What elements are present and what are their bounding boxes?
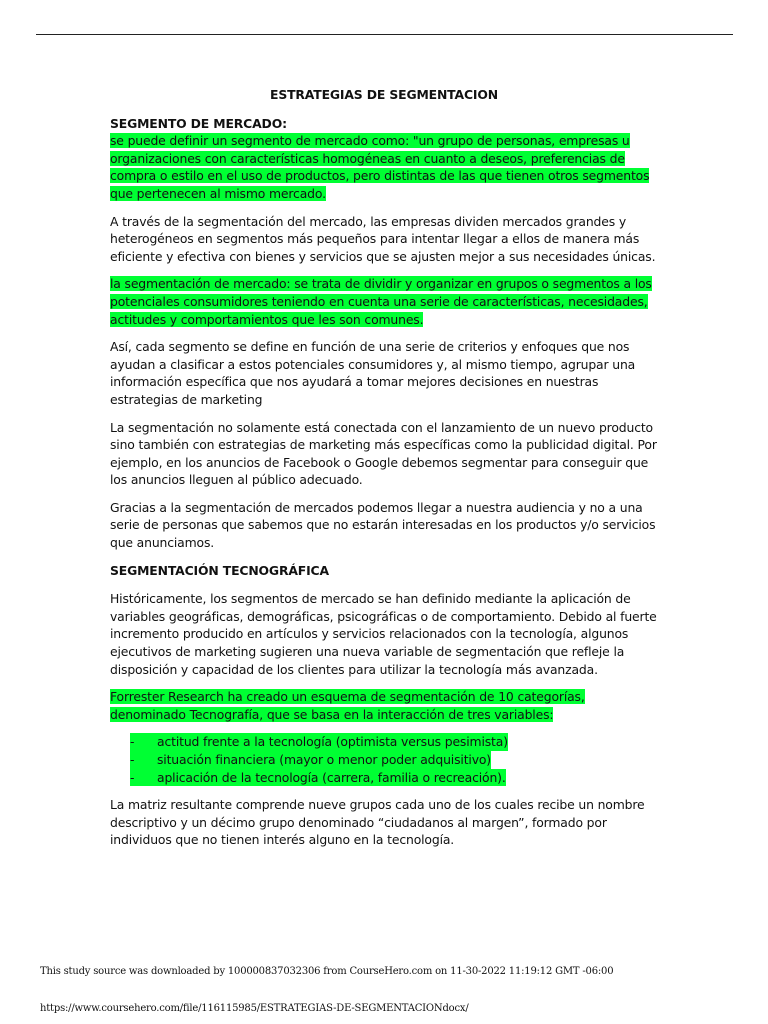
segmento-definition-highlight: se puede definir un segmento de mercado como: "un grupo de personas, empresas u organizaciones con características homogéneas en cuanto a deseos, preferencias de compra o estilo en el uso de productos, pero distintas de las que tienen otros segmentos que pertenecen al mismo mercado.	[110, 133, 650, 201]
paragraph-audiencia: Gracias a la segmentación de mercados podemos llegar a nuestra audiencia y no a una serie de personas que sabemos que no estarán interesadas en los productos y/o servicios que anunciamos.	[110, 499, 656, 551]
document-title: ESTRATEGIAS DE SEGMENTACION	[270, 87, 498, 102]
paragraph-historicamente: Históricamente, los segmentos de mercado se han definido mediante la aplicación de variables geográficas, demográficas, psicográficas o de comportamiento. Debido al fuerte incremento producido en artículos y servicios relacionados con la tecnología, algunos ejecutivos de marketing sugieren una nueva variable de segmentación que refleje la disposición y capacidad de los clientes para utilizar la tecnología más avanzada.	[110, 591, 657, 677]
tecnografia-variables-list	[130, 733, 658, 786]
segmento-heading: SEGMENTO DE MERCADO:	[110, 115, 287, 131]
download-source-notice: This study source was downloaded by 100000837032306 from CourseHero.com on 11-30-2022 11:19:12 GMT -06:00	[40, 966, 614, 977]
paragraph-publicidad-digital: La segmentación no solamente está conectada con el lanzamiento de un nuevo producto sino también con estrategias de marketing más específicas como la publicidad digital. Por ejemplo, en los anuncios de Facebook o Google debemos segmentar para conseguir que los anuncios lleguen al público adecuado.	[110, 419, 657, 488]
tecnografica-heading: SEGMENTACIÓN TECNOGRÁFICA	[110, 562, 329, 578]
list-item	[130, 751, 658, 769]
list-item	[130, 733, 658, 751]
paragraph-matriz: La matriz resultante comprende nueve grupos cada uno de los cuales recibe un nombre descriptivo y un décimo grupo denominado “ciudadanos al margen”, formado por individuos que no tienen interés alguno en la tecnología.	[110, 797, 645, 848]
bullet-dash: -	[130, 751, 157, 769]
list-item-text: situación financiera (mayor o menor poder adquisitivo)	[157, 752, 491, 767]
paragraph-criterios: Así, cada segmento se define en función de una serie de criterios y enfoques que nos ayudan a clasificar a estos potenciales consumidores y, al mismo tiempo, agrupar una información específica que nos ayudará a tomar mejores decisiones en nuestras estrategias de marketing	[110, 339, 636, 407]
forrester-highlight: Forrester Research ha creado un esquema de segmentación de 10 categorías, denominado Tecnografía, que se basa en la interacción de tres variables:	[110, 689, 585, 722]
list-item-text: aplicación de la tecnología (carrera, familia o recreación).	[157, 769, 506, 785]
top-divider	[36, 34, 733, 35]
list-item-text: actitud frente a la tecnología (optimista versus pesimista)	[157, 734, 508, 750]
list-item	[130, 769, 658, 787]
document-body	[110, 86, 658, 859]
bullet-dash: -	[130, 733, 157, 751]
forrester-paragraph	[110, 688, 658, 723]
source-url-link[interactable]: https://www.coursehero.com/file/116115985/ESTRATEGIAS-DE-SEGMENTACIONdocx/	[40, 1003, 469, 1014]
segmentacion-definition-highlight: la segmentación de mercado: se trata de dividir y organizar en grupos o segmentos a los potenciales consumidores teniendo en cuenta una serie de características, necesidades, actitudes y comportamientos que les son comunes.	[110, 276, 652, 327]
paragraph-segmentacion-intro: A través de la segmentación del mercado, las empresas dividen mercados grandes y heterogéneos en segmentos más pequeños para intentar llegar a ellos de manera más eficiente y efectiva con bienes y servicios que se ajusten mejor a sus necesidades únicas.	[110, 213, 656, 264]
bullet-dash: -	[130, 769, 157, 787]
segmento-definition-paragraph	[110, 132, 658, 202]
segmentacion-definition-paragraph	[110, 275, 658, 328]
